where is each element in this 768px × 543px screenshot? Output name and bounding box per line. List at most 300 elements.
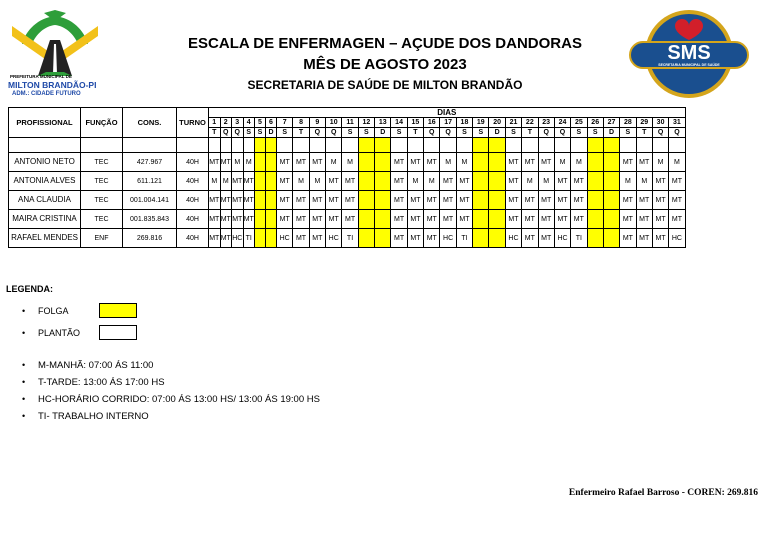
spacer-cell: [669, 138, 685, 153]
shift-cell: [266, 229, 277, 248]
professional-function: TEC: [81, 172, 123, 191]
shift-cell: [473, 172, 489, 191]
shift-cell: MT: [209, 229, 221, 248]
day-weekday: T: [636, 128, 652, 138]
professional-shift-hours: 40H: [177, 172, 209, 191]
day-number: 29: [636, 118, 652, 128]
header-profissional: PROFISSIONAL: [9, 108, 81, 138]
shift-cell: [375, 172, 391, 191]
day-number: 10: [326, 118, 342, 128]
day-number: 30: [652, 118, 668, 128]
day-number: 11: [342, 118, 358, 128]
shift-cell: [489, 172, 505, 191]
spacer-cell: [538, 138, 554, 153]
shift-cell: [603, 153, 619, 172]
shift-cell: [255, 191, 266, 210]
shift-cell: MT: [636, 229, 652, 248]
day-weekday: T: [407, 128, 423, 138]
spacer-cell: [255, 138, 266, 153]
shift-cell: M: [522, 172, 538, 191]
shift-cell: MT: [652, 191, 668, 210]
shift-cell: [255, 172, 266, 191]
shift-cell: MT: [620, 153, 636, 172]
shift-cell: MT: [326, 191, 342, 210]
prefeitura-label: PREFEITURA MUNICIPAL DE: [10, 74, 72, 79]
day-number: 7: [277, 118, 293, 128]
shift-cell: MT: [391, 172, 407, 191]
shift-cell: [587, 191, 603, 210]
shift-cell: MT: [538, 153, 554, 172]
shift-cell: MT: [571, 210, 587, 229]
day-weekday: S: [505, 128, 521, 138]
page-subtitle-month: MÊS DE AGOSTO 2023: [303, 56, 467, 73]
shift-cell: [375, 191, 391, 210]
shift-cell: M: [669, 153, 685, 172]
shift-cell: [587, 153, 603, 172]
shift-cell: MT: [342, 191, 358, 210]
shift-cell: M: [309, 172, 325, 191]
shift-cell: MT: [669, 210, 685, 229]
shift-cell: MT: [652, 210, 668, 229]
shift-cell: MT: [309, 153, 325, 172]
day-weekday: S: [620, 128, 636, 138]
spacer-cell: [358, 138, 374, 153]
shift-cell: MT: [620, 191, 636, 210]
shift-cell: [603, 172, 619, 191]
shift-cell: MT: [407, 229, 423, 248]
spacer-cell: [277, 138, 293, 153]
shift-cell: MT: [342, 210, 358, 229]
shift-cell: MT: [652, 172, 668, 191]
professional-council-number: 001.004.141: [123, 191, 177, 210]
header-funcao: FUNÇÃO: [81, 108, 123, 138]
shift-cell: MT: [522, 153, 538, 172]
day-number: 8: [293, 118, 309, 128]
shift-cell: MT: [620, 210, 636, 229]
shift-cell: MT: [407, 153, 423, 172]
day-number: 21: [505, 118, 521, 128]
table-row: [9, 229, 686, 248]
shift-cell: MT: [407, 210, 423, 229]
shift-cell: MT: [505, 153, 521, 172]
day-weekday: D: [489, 128, 505, 138]
spacer-cell: [123, 138, 177, 153]
shift-cell: M: [209, 172, 221, 191]
shift-cell: MT: [220, 153, 232, 172]
day-weekday: Q: [326, 128, 342, 138]
shift-cell: TI: [571, 229, 587, 248]
shift-cell: HC: [440, 229, 456, 248]
spacer-cell: [9, 138, 81, 153]
shift-cell: HC: [232, 229, 244, 248]
spacer-cell: [522, 138, 538, 153]
shift-cell: MT: [636, 153, 652, 172]
shift-cell: MT: [407, 191, 423, 210]
spacer-cell: [326, 138, 342, 153]
spacer-cell: [603, 138, 619, 153]
day-weekday: Q: [309, 128, 325, 138]
spacer-cell: [652, 138, 668, 153]
sms-text: SMS: [667, 42, 711, 64]
day-weekday: D: [375, 128, 391, 138]
day-number: 16: [424, 118, 440, 128]
shift-cell: [489, 191, 505, 210]
shift-cell: [603, 210, 619, 229]
shift-cell: M: [620, 172, 636, 191]
shift-cell: [489, 153, 505, 172]
spacer-cell: [636, 138, 652, 153]
spacer-cell: [391, 138, 407, 153]
shift-cell: MT: [391, 210, 407, 229]
shift-cell: [489, 210, 505, 229]
shift-cell: MT: [505, 210, 521, 229]
day-weekday: S: [243, 128, 255, 138]
spacer-cell: [505, 138, 521, 153]
day-number: 28: [620, 118, 636, 128]
shift-cell: MT: [620, 229, 636, 248]
shift-cell: [603, 229, 619, 248]
day-weekday: Q: [220, 128, 232, 138]
day-number: 31: [669, 118, 685, 128]
shift-cell: M: [424, 172, 440, 191]
shift-cell: MT: [424, 229, 440, 248]
shift-cell: [358, 191, 374, 210]
shift-cell: MT: [232, 191, 244, 210]
shift-cell: TI: [456, 229, 472, 248]
shift-cell: M: [232, 153, 244, 172]
shift-cell: [587, 210, 603, 229]
legend-list: [22, 300, 80, 344]
plantao-swatch: [99, 325, 137, 340]
spacer-cell: [342, 138, 358, 153]
shift-cell: MT: [538, 191, 554, 210]
spacer-cell: [293, 138, 309, 153]
day-weekday: Q: [424, 128, 440, 138]
day-number: 24: [554, 118, 570, 128]
shift-cell: MT: [293, 191, 309, 210]
page-subtitle-secretaria: SECRETARIA DE SAÚDE DE MILTON BRANDÃO: [247, 78, 523, 92]
shift-cell: MT: [293, 229, 309, 248]
shift-cell: MT: [309, 229, 325, 248]
shift-cell: MT: [522, 210, 538, 229]
spacer-cell: [587, 138, 603, 153]
shift-cell: MT: [243, 191, 255, 210]
day-number: 5: [255, 118, 266, 128]
shift-cell: [587, 229, 603, 248]
shift-cell: M: [538, 172, 554, 191]
shift-cell: [358, 210, 374, 229]
shift-cell: MT: [220, 191, 232, 210]
shift-cell: MT: [391, 191, 407, 210]
spacer-cell: [407, 138, 423, 153]
day-number: 15: [407, 118, 423, 128]
shift-codes-list: [22, 357, 320, 425]
shift-cell: M: [293, 172, 309, 191]
legend-plantao-label: PLANTÃO: [38, 328, 81, 338]
code-trabalho-interno: • TI- TRABALHO INTERNO: [22, 408, 320, 425]
professional-name: ANTONIA ALVES: [9, 172, 81, 191]
day-weekday: D: [603, 128, 619, 138]
code-tarde: • T-TARDE: 13:00 ÁS 17:00 HS: [22, 374, 320, 391]
shift-cell: [255, 210, 266, 229]
professional-council-number: 611.121: [123, 172, 177, 191]
day-weekday: S: [587, 128, 603, 138]
day-number: 3: [232, 118, 244, 128]
day-weekday: T: [293, 128, 309, 138]
day-number: 17: [440, 118, 456, 128]
spacer-cell: [266, 138, 277, 153]
shift-cell: MT: [571, 191, 587, 210]
shift-cell: HC: [505, 229, 521, 248]
day-number: 27: [603, 118, 619, 128]
professional-function: TEC: [81, 153, 123, 172]
shift-cell: MT: [538, 210, 554, 229]
day-weekday: Q: [440, 128, 456, 138]
shift-cell: MT: [440, 191, 456, 210]
shift-cell: [603, 191, 619, 210]
day-number: 1: [209, 118, 221, 128]
shift-cell: [473, 229, 489, 248]
shift-cell: [266, 191, 277, 210]
shift-cell: MT: [554, 191, 570, 210]
day-weekday: T: [209, 128, 221, 138]
shift-cell: M: [243, 153, 255, 172]
spacer-cell: [424, 138, 440, 153]
shift-cell: MT: [293, 153, 309, 172]
day-weekday: Q: [652, 128, 668, 138]
spacer-cell: [209, 138, 221, 153]
shift-cell: M: [407, 172, 423, 191]
day-number: 26: [587, 118, 603, 128]
shift-cell: MT: [652, 229, 668, 248]
shift-cell: [473, 191, 489, 210]
day-weekday: Q: [669, 128, 685, 138]
shift-cell: MT: [554, 210, 570, 229]
table-row: [9, 210, 686, 229]
day-number: 6: [266, 118, 277, 128]
shift-cell: MT: [571, 172, 587, 191]
shift-cell: MT: [391, 153, 407, 172]
schedule-table: [8, 107, 686, 248]
shift-cell: MT: [456, 172, 472, 191]
shift-cell: MT: [243, 210, 255, 229]
day-weekday: S: [571, 128, 587, 138]
shift-cell: [473, 210, 489, 229]
shift-cell: MT: [522, 191, 538, 210]
day-number: 4: [243, 118, 255, 128]
professional-function: TEC: [81, 210, 123, 229]
shift-cell: M: [342, 153, 358, 172]
day-weekday: Q: [232, 128, 244, 138]
shift-cell: MT: [309, 191, 325, 210]
day-weekday: S: [358, 128, 374, 138]
shift-cell: [255, 153, 266, 172]
shift-cell: HC: [669, 229, 685, 248]
shift-cell: MT: [243, 172, 255, 191]
shift-cell: [266, 172, 277, 191]
spacer-cell: [232, 138, 244, 153]
shift-cell: MT: [277, 172, 293, 191]
shift-cell: TI: [243, 229, 255, 248]
shift-cell: M: [440, 153, 456, 172]
shift-cell: [358, 153, 374, 172]
shift-cell: [266, 153, 277, 172]
shift-cell: [489, 229, 505, 248]
professional-name: RAFAEL MENDES: [9, 229, 81, 248]
shift-cell: [358, 229, 374, 248]
professional-shift-hours: 40H: [177, 229, 209, 248]
day-weekday: S: [255, 128, 266, 138]
code-horario-corrido: • HC-HORÁRIO CORRIDO: 07:00 ÁS 13:00 HS/ 13:00 ÁS 19:00 HS: [22, 391, 320, 408]
shift-cell: MT: [505, 172, 521, 191]
shift-cell: MT: [554, 172, 570, 191]
shift-cell: MT: [424, 153, 440, 172]
shift-cell: [255, 229, 266, 248]
professional-council-number: 269.816: [123, 229, 177, 248]
shift-cell: MT: [209, 153, 221, 172]
spacer-cell: [456, 138, 472, 153]
day-weekday: S: [277, 128, 293, 138]
professional-name: ANTONIO NETO: [9, 153, 81, 172]
shift-cell: [375, 229, 391, 248]
shift-cell: MT: [220, 229, 232, 248]
shift-cell: MT: [209, 210, 221, 229]
day-number: 14: [391, 118, 407, 128]
shift-cell: MT: [309, 210, 325, 229]
shift-cell: [266, 210, 277, 229]
day-weekday: S: [473, 128, 489, 138]
prefeitura-logo: [8, 10, 103, 100]
spacer-cell: [554, 138, 570, 153]
day-number: 2: [220, 118, 232, 128]
professional-name: MAIRA CRISTINA: [9, 210, 81, 229]
table-row: [9, 153, 686, 172]
shift-cell: [375, 153, 391, 172]
shift-cell: MT: [636, 191, 652, 210]
administration-motto: ADM.: CIDADE FUTURO: [12, 91, 81, 97]
page-title: ESCALA DE ENFERMAGEN – AÇUDE DOS DANDORAS: [188, 35, 582, 52]
code-manha: • M-MANHÃ: 07:00 ÁS 11:00: [22, 357, 320, 374]
table-row: [9, 191, 686, 210]
day-weekday: Q: [554, 128, 570, 138]
header-turno: TURNO: [177, 108, 209, 138]
signature: Enfermeiro Rafael Barroso - COREN: 269.816: [568, 488, 758, 498]
spacer-cell: [489, 138, 505, 153]
shift-cell: MT: [636, 210, 652, 229]
shift-cell: MT: [538, 229, 554, 248]
day-weekday: T: [522, 128, 538, 138]
shift-cell: M: [456, 153, 472, 172]
spacer-cell: [440, 138, 456, 153]
shift-cell: M: [220, 172, 232, 191]
spacer-cell: [473, 138, 489, 153]
shift-cell: MT: [342, 172, 358, 191]
day-number: 12: [358, 118, 374, 128]
shift-cell: MT: [232, 210, 244, 229]
table-row: [9, 172, 686, 191]
professional-shift-hours: 40H: [177, 191, 209, 210]
shift-cell: MT: [522, 229, 538, 248]
header-cons: CONS.: [123, 108, 177, 138]
shift-cell: MT: [669, 191, 685, 210]
shift-cell: TI: [342, 229, 358, 248]
shift-cell: MT: [456, 210, 472, 229]
shift-cell: HC: [554, 229, 570, 248]
shift-cell: M: [636, 172, 652, 191]
sms-subtitle: SECRETARIA MUNICIPAL DE SAÚDE: [658, 63, 720, 67]
professional-shift-hours: 40H: [177, 153, 209, 172]
spacer-cell: [309, 138, 325, 153]
legend-title: LEGENDA:: [6, 284, 53, 294]
shift-cell: MT: [209, 191, 221, 210]
shift-cell: MT: [669, 172, 685, 191]
spacer-cell: [177, 138, 209, 153]
day-weekday: D: [266, 128, 277, 138]
city-name: MILTON BRANDÃO-PI: [8, 80, 97, 90]
day-number: 20: [489, 118, 505, 128]
shift-cell: MT: [391, 229, 407, 248]
shift-cell: MT: [220, 210, 232, 229]
shift-cell: HC: [277, 229, 293, 248]
shift-cell: MT: [293, 210, 309, 229]
shift-cell: MT: [456, 191, 472, 210]
shift-cell: MT: [326, 210, 342, 229]
day-weekday: S: [456, 128, 472, 138]
day-number: 13: [375, 118, 391, 128]
professional-function: TEC: [81, 191, 123, 210]
professional-council-number: 427.967: [123, 153, 177, 172]
shift-cell: MT: [440, 172, 456, 191]
day-number: 18: [456, 118, 472, 128]
shift-cell: MT: [424, 210, 440, 229]
day-number: 22: [522, 118, 538, 128]
spacer-cell: [243, 138, 255, 153]
shift-cell: MT: [277, 210, 293, 229]
shift-cell: M: [652, 153, 668, 172]
professional-name: ANA CLAUDIA: [9, 191, 81, 210]
day-weekday: S: [342, 128, 358, 138]
shift-cell: MT: [505, 191, 521, 210]
shift-cell: [473, 153, 489, 172]
shift-cell: M: [326, 153, 342, 172]
shift-cell: [358, 172, 374, 191]
spacer-cell: [81, 138, 123, 153]
professional-council-number: 001.835.843: [123, 210, 177, 229]
day-weekday: S: [391, 128, 407, 138]
day-weekday: Q: [538, 128, 554, 138]
shift-cell: [375, 210, 391, 229]
shift-cell: M: [554, 153, 570, 172]
shift-cell: MT: [232, 172, 244, 191]
legend-plantao: [22, 322, 80, 344]
shift-cell: MT: [424, 191, 440, 210]
shift-cell: MT: [440, 210, 456, 229]
shift-cell: MT: [277, 153, 293, 172]
day-number: 9: [309, 118, 325, 128]
day-number: 23: [538, 118, 554, 128]
shift-cell: HC: [326, 229, 342, 248]
spacer-cell: [220, 138, 232, 153]
folga-swatch: [99, 303, 137, 318]
legend-folga: [22, 300, 80, 322]
header-dias: DIAS: [209, 108, 686, 118]
professional-function: ENF: [81, 229, 123, 248]
spacer-cell: [375, 138, 391, 153]
spacer-cell: [571, 138, 587, 153]
shift-cell: M: [571, 153, 587, 172]
spacer-cell: [620, 138, 636, 153]
legend-folga-label: FOLGA: [38, 306, 69, 316]
